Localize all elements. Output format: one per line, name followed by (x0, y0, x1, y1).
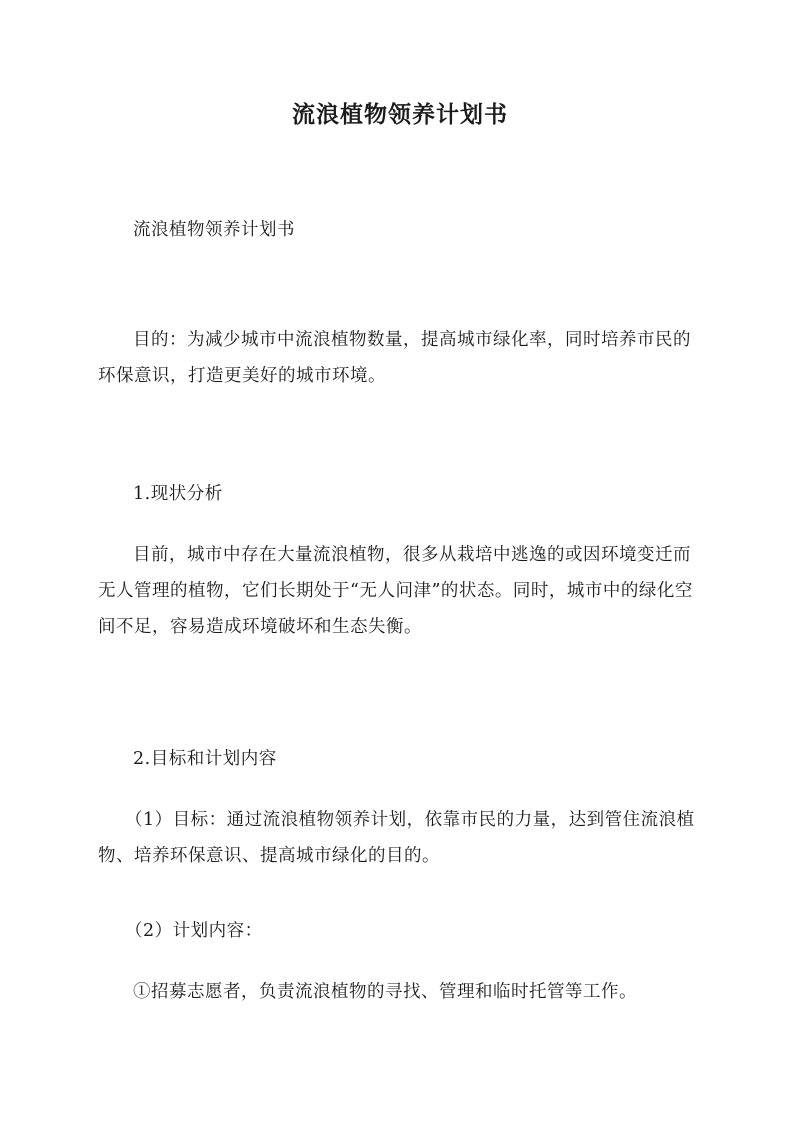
section2-goal: （1）目标：通过流浪植物领养计划，依靠市民的力量，达到管住流浪植物、培养环保意识、提高城市绿化的目的。 (98, 810, 695, 866)
section2-plan-point1: ①招募志愿者，负责流浪植物的寻找、管理和临时托管等工作。 (133, 982, 637, 1002)
section2-heading: 2.目标和计划内容 (133, 749, 277, 769)
purpose-paragraph: 目的：为减少城市中流浪植物数量，提高城市绿化率，同时培养市民的环保意识，打造更美好的城市环境。 (98, 330, 691, 386)
section2-plan-label: （2）计划内容： (125, 921, 263, 941)
document-subtitle: 流浪植物领养计划书 (133, 220, 295, 240)
section1-body: 目前，城市中存在大量流浪植物，很多从栽培中逃逸的或因环境变迁而无人管理的植物，它们长期处于“无人问津”的状态。同时，城市中的绿化空间不足，容易造成环境破坏和生态失衡。 (98, 545, 693, 637)
document-title: 流浪植物领养计划书 (292, 101, 508, 128)
section1-heading: 1.现状分析 (133, 484, 223, 504)
